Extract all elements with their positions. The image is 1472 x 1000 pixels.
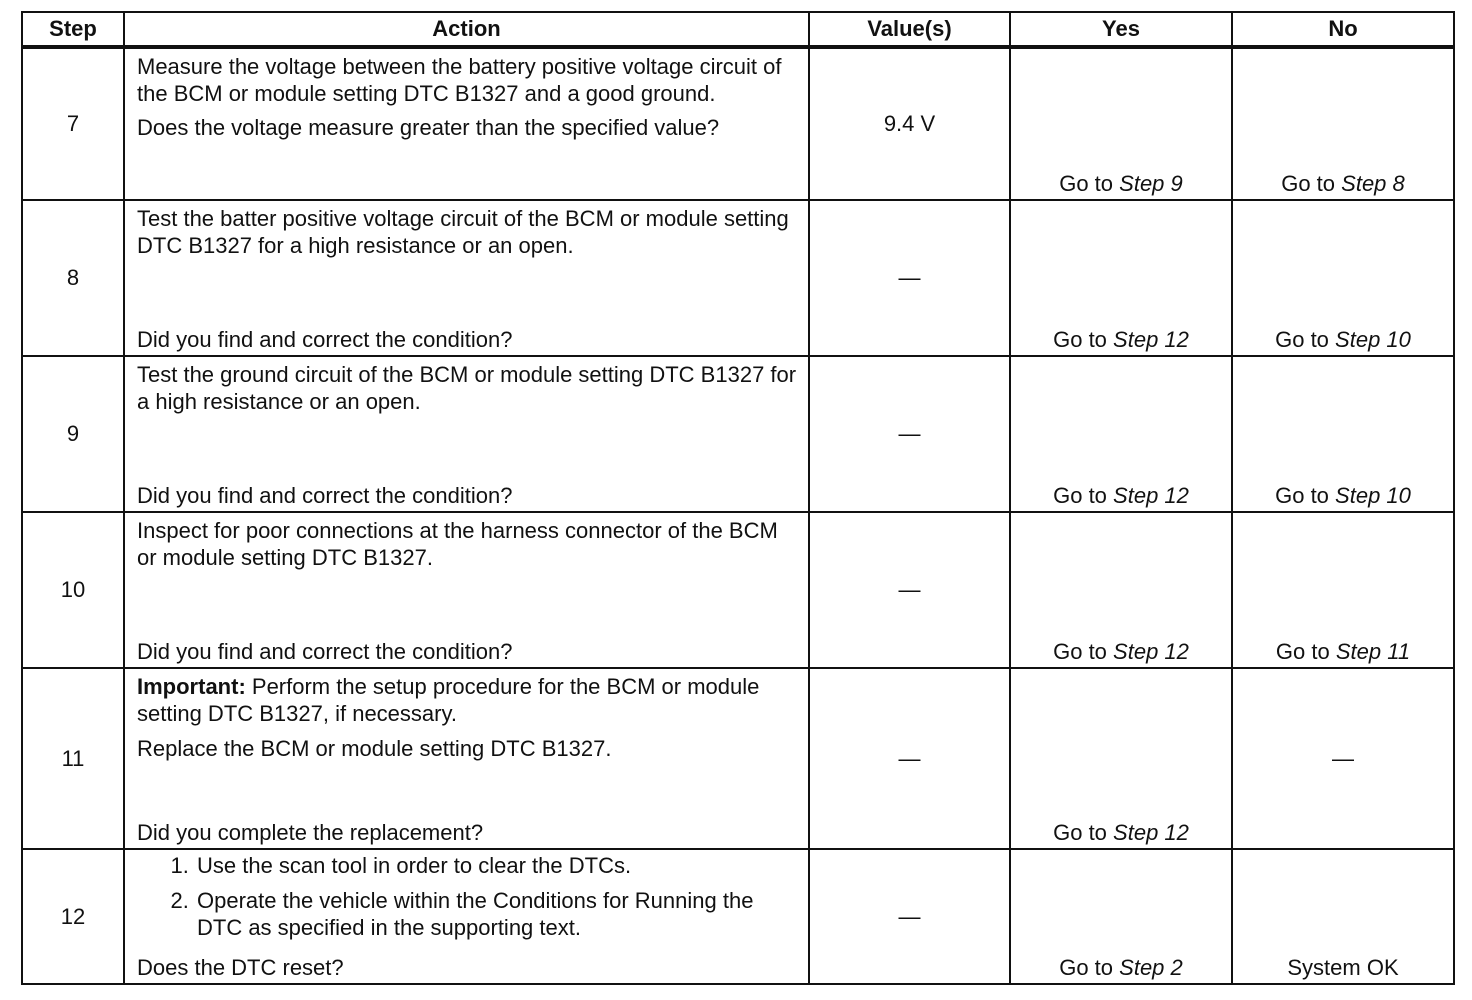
goto-prefix: Go to xyxy=(1275,327,1329,352)
action-question: Does the DTC reset? xyxy=(137,955,344,980)
yes-cell xyxy=(1010,512,1232,668)
action-question: Did you find and correct the condition? xyxy=(137,483,513,508)
goto-prefix: Go to xyxy=(1275,639,1330,664)
yes-cell xyxy=(1010,200,1232,356)
goto-prefix: Go to xyxy=(1053,327,1107,352)
step-number: 9 xyxy=(22,356,124,512)
step-link[interactable]: Step 8 xyxy=(1341,171,1405,196)
header-step: Step xyxy=(22,12,124,47)
list-item: 1. Use the scan tool in order to clear the DTCs. xyxy=(195,852,798,879)
value-cell: — xyxy=(809,356,1010,512)
no-cell xyxy=(1232,356,1454,512)
step-number: 8 xyxy=(22,200,124,356)
step-number: 11 xyxy=(22,668,124,849)
yes-cell xyxy=(1010,47,1232,200)
table-row xyxy=(22,200,1454,356)
no-cell xyxy=(1232,47,1454,200)
value-cell: 9.4 V xyxy=(809,47,1010,200)
goto-prefix: Go to xyxy=(1059,955,1114,980)
goto-prefix: Go to xyxy=(1059,171,1114,196)
step-link[interactable]: Step 9 xyxy=(1119,171,1183,196)
list-item: 2. Operate the vehicle within the Conditions for Running the DTC as specified in the supporting text. xyxy=(195,887,798,941)
header-no: No xyxy=(1232,12,1454,47)
value-cell: — xyxy=(809,200,1010,356)
table-row xyxy=(22,668,1454,849)
step-link[interactable]: Step 11 xyxy=(1335,639,1411,664)
important-text: Perform the setup procedure for the BCM or module setting DTC B1327, if necessary. xyxy=(137,674,760,726)
no-cell xyxy=(1232,200,1454,356)
action-text: Inspect for poor connections at the harness connector of the BCM or module setting DTC B1327. xyxy=(137,518,778,570)
goto-prefix: Go to xyxy=(1053,820,1107,845)
important-note xyxy=(137,673,798,727)
goto-prefix: Go to xyxy=(1281,171,1336,196)
step-link[interactable]: Step 10 xyxy=(1335,327,1411,352)
action-cell xyxy=(124,200,809,356)
action-cell xyxy=(124,849,809,984)
action-cell xyxy=(124,47,809,200)
value-cell: — xyxy=(809,668,1010,849)
action-text: Test the ground circuit of the BCM or module setting DTC B1327 for a high resistance or an open. xyxy=(137,362,797,414)
yes-cell xyxy=(1010,849,1232,984)
table-row xyxy=(22,47,1454,200)
value-cell: — xyxy=(809,512,1010,668)
important-label: Important: xyxy=(137,674,246,699)
action-cell xyxy=(124,356,809,512)
no-cell xyxy=(1232,512,1454,668)
diagnostic-table xyxy=(21,11,1455,985)
step-link[interactable]: Step 12 xyxy=(1113,327,1189,352)
step-link[interactable]: Step 10 xyxy=(1335,483,1411,508)
step-link[interactable]: Step 12 xyxy=(1113,483,1189,508)
action-question: Did you find and correct the condition? xyxy=(137,639,513,664)
goto-prefix: Go to xyxy=(1053,483,1107,508)
header-action: Action xyxy=(124,12,809,47)
action-text: Measure the voltage between the battery positive voltage circuit of the BCM or module setting DTC B1327 and a good ground. xyxy=(137,54,782,106)
value-cell: — xyxy=(809,849,1010,984)
step-link[interactable]: Step 12 xyxy=(1113,639,1189,664)
action-question: Did you find and correct the condition? xyxy=(137,327,513,352)
table-row xyxy=(22,356,1454,512)
action-question: Did you complete the replacement? xyxy=(137,820,484,845)
action-question: Does the voltage measure greater than the specified value? xyxy=(137,115,720,140)
action-cell xyxy=(124,668,809,849)
action-list xyxy=(137,852,798,941)
step-link[interactable]: Step 2 xyxy=(1119,955,1183,980)
header-yes: Yes xyxy=(1010,12,1232,47)
step-number: 12 xyxy=(22,849,124,984)
no-cell: System OK xyxy=(1232,849,1454,984)
goto-prefix: Go to xyxy=(1053,639,1107,664)
header-row xyxy=(22,12,1454,47)
yes-cell xyxy=(1010,356,1232,512)
action-text: Replace the BCM or module setting DTC B1327. xyxy=(137,736,612,761)
step-link[interactable]: Step 12 xyxy=(1113,820,1189,845)
goto-prefix: Go to xyxy=(1275,483,1329,508)
header-values: Value(s) xyxy=(809,12,1010,47)
yes-cell xyxy=(1010,668,1232,849)
table-row xyxy=(22,512,1454,668)
action-cell xyxy=(124,512,809,668)
no-cell: — xyxy=(1232,668,1454,849)
action-text: Test the batter positive voltage circuit of the BCM or module setting DTC B1327 for a high resistance or an open. xyxy=(137,206,789,258)
step-number: 10 xyxy=(22,512,124,668)
step-number: 7 xyxy=(22,47,124,200)
table-row xyxy=(22,849,1454,984)
